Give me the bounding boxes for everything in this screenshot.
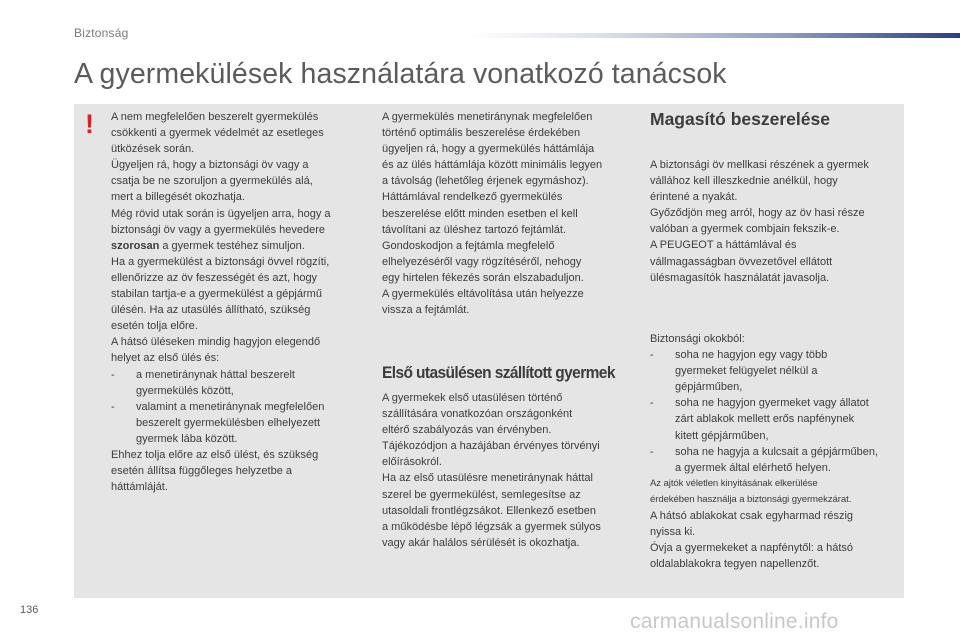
text-line: soha ne hagyjon egy vagy több — [675, 349, 828, 362]
text-line: csatja be ne szoruljon a gyermekülés alá, — [111, 175, 313, 188]
text-line: oldalablakokra tegyen napellenzőt. — [650, 558, 820, 571]
page-title: A gyermekülések használatára vonatkozó tanácsok — [74, 58, 727, 90]
text-line: Még rövid utak során is ügyeljen arra, hogy a — [111, 207, 331, 220]
text-line: A gyermekülés eltávolítása után helyezze — [382, 288, 584, 301]
text-line: valóban a gyermek combjain fekszik-e. — [650, 223, 840, 236]
text-line: A hátsó ablakokat csak egyharmad részig — [650, 510, 854, 523]
text-line: a menetiránynak háttal beszerelt — [136, 368, 295, 381]
text-line: érintené a nyakát. — [650, 191, 738, 204]
text-line: szerel be gyermekülést, semlegesítse az — [382, 488, 581, 501]
text-line: zárt ablakok mellett erős napfénynek — [675, 413, 855, 426]
text-line: Ügyeljen rá, hogy a biztonsági öv vagy a — [111, 159, 309, 172]
text-line: Ha a gyermekülést a biztonsági övvel rögzíti, — [111, 255, 330, 268]
text-line: vállmagasságban övvezetővel ellátott — [650, 255, 833, 268]
list-item — [111, 399, 366, 447]
list-item — [650, 395, 900, 443]
text-line: utasoldali frontlégzsákot. Ellenkező esetben — [382, 504, 597, 517]
list-item — [111, 367, 366, 399]
booster-heading: Magasító beszerelése — [650, 109, 830, 129]
booster-text — [650, 157, 900, 286]
list-dash: - — [650, 397, 654, 410]
child-lock-note: érdekében használja a biztonsági gyermekzárat. — [650, 493, 852, 505]
text-line: nyissa ki. — [650, 526, 696, 539]
text-line: biztonsági öv vagy a gyermekülés hevedere — [111, 223, 326, 236]
text-line: gyermek lába között. — [136, 432, 238, 445]
text-line: ellenőrizze az öv feszességét és azt, hogy — [111, 271, 318, 284]
text-line: eltérő szabályozás van érvényben. — [382, 424, 552, 437]
text-line: valamint a menetiránynak megfelelően — [136, 400, 325, 413]
text-line: a gyermek által elérhető helyen. — [675, 461, 831, 474]
list-dash: - — [111, 368, 115, 381]
text-line: beszerelt gyermekülésben elhelyezett — [136, 416, 321, 429]
child-lock-note: Az ajtók véletlen kinyitásának elkerülése — [650, 477, 818, 489]
text-line: ügyeljen rá, hogy a gyermekülés háttámlája — [382, 143, 595, 156]
list-dash: - — [650, 349, 654, 362]
watermark: carmanualsonline.info — [630, 610, 839, 633]
text-line: soha ne hagyja a kulcsait a gépjárműben, — [675, 445, 879, 458]
text-line: stabilan tartja-e a gyermekülést a gépjármű — [111, 288, 322, 301]
child-seat-installation-text — [111, 109, 366, 495]
text-line: a távolság (lehetőleg érjenek egymáshoz). — [382, 175, 589, 188]
text-line: gyermekülés között, — [136, 384, 234, 397]
text-line: vagy akár halálos sérülését is okozhatja. — [382, 536, 580, 549]
text-line: vállához kell illeszkednie anélkül, hogy — [650, 175, 838, 188]
list-item — [650, 444, 900, 476]
text-line: Gondoskodjon a fejtámla megfelelő — [382, 239, 555, 252]
text-line: Óvja a gyermekeket a napfénytől: a hátsó — [650, 542, 854, 555]
text-line: Ha az első utasülésre menetiránynak háttal — [382, 472, 593, 485]
text-line: egy hirtelen fékezés során elszabaduljon. — [382, 271, 584, 284]
text-line: vissza a fejtámlát. — [382, 304, 470, 317]
text-line: ütközések során. — [111, 143, 195, 156]
text-line: Háttámlával rendelkező gyermekülés — [382, 191, 563, 204]
text-line: a működésbe lépő légzsák a gyermek súlyos — [382, 520, 601, 533]
front-seat-text — [382, 390, 637, 551]
text-line: távolítani az üléshez tartozó fejtámlát. — [382, 223, 567, 236]
text-line: soha ne hagyjon gyermeket vagy állatot — [675, 397, 869, 410]
text-line: elhelyezéséről vagy rögzítéséről, nehogy — [382, 255, 582, 268]
emphasis-word: szorosan — [111, 239, 160, 252]
page-number: 136 — [20, 604, 39, 616]
text-line: Tájékozódjon a hazájában érvényes törvényi — [382, 440, 600, 453]
text-line: beszerelése előtt minden esetben el kell — [382, 207, 578, 220]
text-line: esetén állítsa függőleges helyzetbe a — [111, 465, 293, 478]
list-item — [650, 347, 900, 395]
text-line: előírásokról. — [382, 456, 442, 469]
text-line: A gyermekek első utasülésen történő — [382, 392, 563, 404]
text-line: A hátsó üléseken mindig hagyjon elegendő — [111, 336, 321, 349]
warning-exclamation-icon: ! — [85, 109, 94, 139]
text-line: Győződjön meg arról, hogy az öv hasi része — [650, 207, 865, 220]
text-line: gépjárműben, — [675, 381, 743, 394]
text-line: ülésén. Ha az utasülés állítható, szükség — [111, 304, 311, 317]
front-seat-heading: Első utasülésen szállított gyermek — [382, 364, 615, 383]
section-label: Biztonság — [74, 26, 129, 40]
text-line: esetén tolja előre. — [111, 320, 198, 333]
text-line: háttámláját. — [111, 481, 168, 494]
text-line: Ehhez tolja előre az első ülést, és szükség — [111, 448, 319, 461]
text-line: A PEUGEOT a háttámlával és — [650, 239, 797, 252]
text-line: ülésmagasítók használatát javasolja. — [650, 271, 830, 284]
text-line: csökkenti a gyermek védelmét az esetleges — [111, 127, 324, 140]
text-line: mert a billegését okozhatja. — [111, 191, 245, 204]
text-line: Biztonsági okokból: — [650, 333, 745, 345]
text-line: kitett gépjárműben, — [675, 429, 769, 442]
text-line: történő optimális beszerelése érdekében — [382, 127, 581, 140]
text-line: A nem megfelelően beszerelt gyermekülés — [111, 111, 319, 123]
text-line: szállítására vonatkozóan országonként — [382, 408, 573, 421]
text-line: helyet az első ülés és: — [111, 352, 220, 365]
text-fragment: a gyermek testéhez simuljon. — [159, 239, 305, 252]
text-line: A gyermekülés menetiránynak megfelelően — [382, 111, 593, 123]
header-gradient-bar — [470, 33, 960, 38]
list-dash: - — [650, 445, 654, 458]
headrest-text — [382, 109, 637, 318]
list-dash: - — [111, 400, 115, 413]
text-line: A biztonsági öv mellkasi részének a gyermek — [650, 159, 869, 171]
text-line — [111, 238, 366, 254]
text-line: gyermeket felügyelet nélkül a — [675, 365, 818, 378]
safety-text — [650, 331, 900, 572]
text-line: és az ülés háttámlája között minimális legyen — [382, 159, 603, 172]
